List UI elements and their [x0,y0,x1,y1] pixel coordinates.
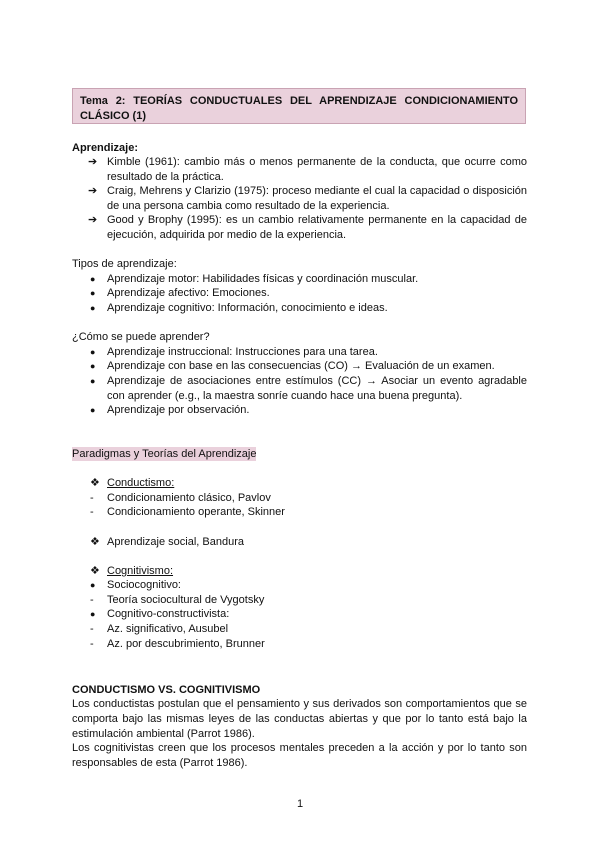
dash-bullet: - [90,492,94,504]
document-title: Tema 2: TEORÍAS CONDUCTUALES DEL APRENDIZAJE CONDICIONAMIENTO CLÁSICO (1) [72,88,526,124]
aprendizaje-heading: Aprendizaje: [72,142,139,154]
cognitivismo-heading: Cognitivismo: [107,565,174,577]
arrow-bullet-icon: ➔ [88,214,98,226]
dash-bullet: - [90,623,94,635]
diamond-bullet-icon: ❖ [90,477,100,489]
tipo-item: Aprendizaje motor: Habilidades físicas y coordinación muscular. [107,273,419,285]
dot-bullet-icon: ● [90,376,96,386]
conductismo-item: Condicionamiento clásico, Pavlov [107,492,271,504]
dot-bullet-icon: ● [90,609,96,619]
definition-good-brophy: Good y Brophy (1995): es un cambio relativamente permanente en la capacidad de ejecución, adquirida por medio de la experiencia. [107,214,527,241]
social-item: Aprendizaje social, Bandura [107,536,244,548]
arrow-bullet-icon: ➔ [88,156,98,168]
como-item: Aprendizaje con base en las consecuencias (CO) → Evaluación de un examen. [107,360,495,372]
dash-bullet: - [90,506,94,518]
diamond-bullet-icon: ❖ [90,565,100,577]
conductismo-item: Condicionamiento operante, Skinner [107,506,285,518]
dot-bullet-icon: ● [90,274,96,284]
como-item: Aprendizaje instruccional: Instrucciones para una tarea. [107,346,378,358]
tipo-item: Aprendizaje afectivo: Emociones. [107,287,270,299]
dot-bullet-icon: ● [90,361,96,371]
como-item: Aprendizaje de asociaciones entre estímulos (CC) → Asociar un evento agradable con aprender (e.g., la maestra sonríe cuando hace una buena pregunta). [107,375,527,402]
arrow-bullet-icon: ➔ [88,185,98,197]
conductismo-heading: Conductismo: [107,477,175,489]
dot-bullet-icon: ● [90,580,96,590]
conductistas-paragraph: Los conductistas postulan que el pensamiento y sus derivados son comportamientos que se comporta bajo las mismas leyes de las conductas abiertas y que por lo tanto está bajo la estimulación ambiental (Parrot 1986). [72,698,527,740]
cognitivistas-paragraph: Los cognitivistas creen que los procesos mentales preceden a la acción y por lo tanto son responsables de esta (Parrot 1986). [72,742,527,769]
dash-bullet: - [90,638,94,650]
como-heading: ¿Cómo se puede aprender? [72,331,210,343]
sociocognitivo-item: Sociocognitivo: [107,579,181,591]
diamond-bullet-icon: ❖ [90,536,100,548]
definition-kimble: Kimble (1961): cambio más o menos permanente de la conducta, que ocurre como resultado de la práctica. [107,156,527,183]
page-number: 1 [296,798,304,810]
dash-bullet: - [90,594,94,606]
vs-heading: CONDUCTISMO VS. COGNITIVISMO [72,684,261,696]
ausubel-item: Az. significativo, Ausubel [107,623,229,635]
definition-craig: Craig, Mehrens y Clarizio (1975): proceso mediante el cual la capacidad o disposición de una persona cambia como resultado de la experiencia. [107,185,527,212]
dot-bullet-icon: ● [90,303,96,313]
dot-bullet-icon: ● [90,405,96,415]
vygotsky-item: Teoría sociocultural de Vygotsky [107,594,265,606]
tipos-heading: Tipos de aprendizaje: [72,258,177,270]
dot-bullet-icon: ● [90,347,96,357]
paradigmas-heading: Paradigmas y Teorías del Aprendizaje [72,448,257,460]
constructivista-item: Cognitivo-constructivista: [107,608,230,620]
brunner-item: Az. por descubrimiento, Brunner [107,638,265,650]
como-item: Aprendizaje por observación. [107,404,250,416]
tipo-item: Aprendizaje cognitivo: Información, conocimiento e ideas. [107,302,388,314]
dot-bullet-icon: ● [90,288,96,298]
